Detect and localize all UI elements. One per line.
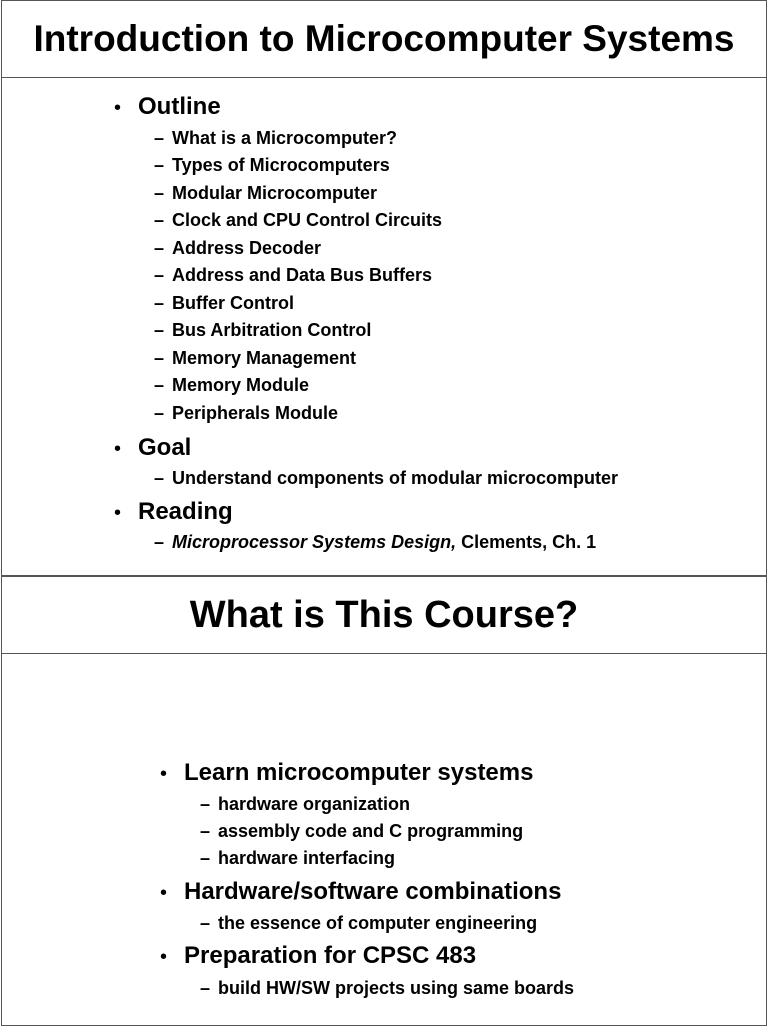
bullet-label: Goal <box>138 434 192 461</box>
outline-item-text: Memory Module <box>172 375 310 395</box>
reading-book-title: Microprocessor Systems Design, <box>172 532 457 552</box>
bullet-hw-sw <box>160 880 561 904</box>
course-sub-item <box>200 979 574 997</box>
course-sub-item-text: hardware organization <box>218 794 411 814</box>
outline-item <box>154 376 309 394</box>
bullet-label: Hardware/software combinations <box>184 878 562 905</box>
dash-glyph: – <box>154 155 165 175</box>
bullet-label: Preparation for CPSC 483 <box>184 942 477 969</box>
dash-glyph: – <box>154 532 165 552</box>
dash-glyph: – <box>154 320 165 340</box>
outline-item <box>154 184 377 202</box>
reading-citation: Clements, Ch. 1 <box>456 532 597 552</box>
outline-item <box>154 321 371 339</box>
outline-item-text: Address and Data Bus Buffers <box>172 265 433 285</box>
course-sub-item <box>200 822 523 840</box>
dash-glyph: – <box>200 821 211 841</box>
course-sub-item <box>200 849 395 867</box>
outline-item <box>154 129 397 147</box>
dash-glyph: – <box>154 468 165 488</box>
bullet-dot: • <box>114 502 122 524</box>
outline-item-text: Clock and CPU Control Circuits <box>172 210 443 230</box>
outline-item <box>154 156 390 174</box>
bullet-reading <box>114 500 233 524</box>
bullet-learn <box>160 761 533 785</box>
goal-item <box>154 469 618 487</box>
outline-item <box>154 404 338 422</box>
outline-item <box>154 349 356 367</box>
bullet-goal <box>114 436 191 460</box>
dash-glyph: – <box>154 210 165 230</box>
dash-glyph: – <box>200 913 211 933</box>
outline-item-text: Peripherals Module <box>172 403 339 423</box>
slide-title: Introduction to Microcomputer Systems <box>33 18 735 59</box>
dash-glyph: – <box>200 848 211 868</box>
bullet-dot: • <box>160 882 168 904</box>
course-sub-item <box>200 795 410 813</box>
dash-glyph: – <box>154 128 165 148</box>
slide-introduction <box>1 0 767 576</box>
outline-item <box>154 239 321 257</box>
bullet-dot: • <box>114 438 122 460</box>
outline-item-text: Types of Microcomputers <box>172 155 390 175</box>
outline-item-text: Modular Microcomputer <box>172 183 378 203</box>
course-sub-item-text: hardware interfacing <box>218 848 396 868</box>
bullet-label: Reading <box>138 498 233 525</box>
dash-glyph: – <box>154 183 165 203</box>
reading-item <box>154 533 596 551</box>
course-sub-item-text: the essence of computer engineering <box>218 913 538 933</box>
outline-item-text: Memory Management <box>172 348 357 368</box>
outline-item <box>154 294 294 312</box>
dash-glyph: – <box>154 403 165 423</box>
outline-item-text: Bus Arbitration Control <box>172 320 372 340</box>
dash-glyph: – <box>154 348 165 368</box>
outline-item <box>154 266 432 284</box>
course-sub-item <box>200 914 537 932</box>
bullet-preparation <box>160 944 476 968</box>
bullet-dot: • <box>114 97 122 119</box>
slide-title-bar <box>2 577 766 654</box>
slide-title-bar <box>2 1 766 78</box>
outline-item-text: Address Decoder <box>172 238 322 258</box>
dash-glyph: – <box>200 978 211 998</box>
goal-item-text: Understand components of modular microcomputer <box>172 468 619 488</box>
dash-glyph: – <box>154 238 165 258</box>
outline-item <box>154 211 442 229</box>
outline-item-text: What is a Microcomputer? <box>172 128 398 148</box>
bullet-dot: • <box>160 946 168 968</box>
slide-title: What is This Course? <box>189 593 579 636</box>
bullet-label: Learn microcomputer systems <box>184 759 534 786</box>
dash-glyph: – <box>154 293 165 313</box>
slide-course-overview <box>1 576 767 1026</box>
bullet-outline <box>114 95 221 119</box>
course-sub-item-text: build HW/SW projects using same boards <box>218 978 575 998</box>
bullet-label: Outline <box>138 93 221 120</box>
dash-glyph: – <box>154 265 165 285</box>
bullet-dot: • <box>160 763 168 785</box>
dash-glyph: – <box>154 375 165 395</box>
dash-glyph: – <box>200 794 211 814</box>
outline-item-text: Buffer Control <box>172 293 294 313</box>
course-sub-item-text: assembly code and C programming <box>218 821 524 841</box>
